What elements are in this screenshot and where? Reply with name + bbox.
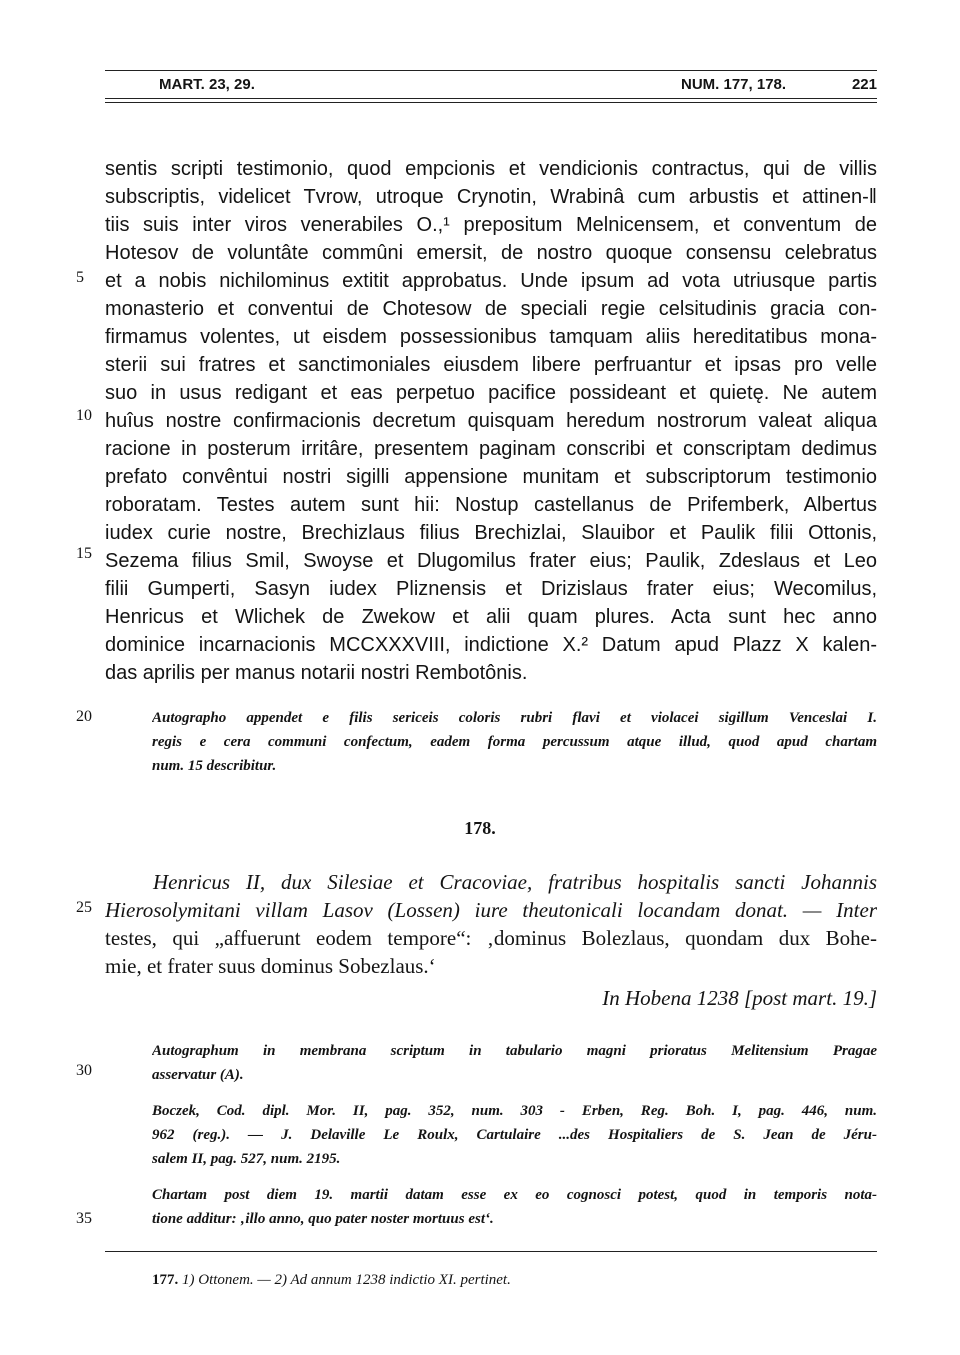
dating-note xyxy=(152,1183,877,1231)
text-line: prefato convêntui nostri sigilli appensione munitam et subscriptorum testimonio xyxy=(105,466,877,488)
charter-text xyxy=(105,155,877,687)
regest-line: testes, qui „affuerunt eodem tempore“: ‚dominus Bolezlaus, quondam dux Bohe- xyxy=(105,926,877,950)
page-number: 221 xyxy=(851,76,877,93)
note-line: salem II, pag. 527, num. 2195. xyxy=(152,1151,341,1167)
text-line: Hotesov de voluntâte commûni emersit, de nostro quoque consensu celebratus xyxy=(105,242,877,264)
editions-note xyxy=(152,1099,877,1171)
text-line: Henricus et Wlichek de Zwekow et alii quam plures. Acta sunt hec anno xyxy=(105,606,877,628)
regest xyxy=(105,868,877,980)
text-line: dominice incarnacionis MCCXXXVIII, indictione X.² Datum apud Plazz X kalen- xyxy=(105,634,877,656)
text-line: racione in posterum irritâre, presentem paginam conscribi et conscriptam dedimus xyxy=(105,438,877,460)
seal-note xyxy=(152,706,877,778)
header-date: MART. 23, 29. xyxy=(159,76,255,93)
footnote-text: 1) Ottonem. — 2) Ad annum 1238 indictio XI. pertinet. xyxy=(182,1272,511,1288)
note-line: Chartam post diem 19. martii datam esse ex eo cognosci potest, quod in temporis nota- xyxy=(152,1187,877,1203)
note-line: Boczek, Cod. dipl. Mor. II, pag. 352, num. 303 - Erben, Reg. Boh. I, pag. 446, num. xyxy=(152,1103,877,1119)
line-number: 15 xyxy=(76,545,92,562)
text-line: sterii sui fratres et sanctimoniales eiusdem libere perfruantur et ipsas pro velle xyxy=(105,354,877,376)
note-line: Autographo appendet e filis sericeis coloris rubri flavi et violacei sigillum Venceslai I. xyxy=(152,710,877,726)
line-number: 10 xyxy=(76,407,92,424)
header-doc-numbers: NUM. 177, 178. xyxy=(681,76,787,93)
autograph-note xyxy=(152,1039,877,1087)
note-line: Autographum in membrana scriptum in tabulario magni prioratus Melitensium Pragae xyxy=(152,1043,877,1059)
line-number: 35 xyxy=(76,1210,92,1227)
text-line: tiis suis inter viros venerabiles O.,¹ prepositum Melnicensem, et conventum de xyxy=(105,214,877,236)
text-line: et a nobis nichilominus extitit approbatus. Unde ipsum ad vota utriusque partis xyxy=(105,270,877,292)
text-line: monasterio et conventui de Chotesow de speciali regie celsitudinis gracia con- xyxy=(105,298,877,320)
note-line: asservatur (A). xyxy=(152,1067,244,1083)
footnote xyxy=(152,1272,511,1289)
text-line: suo in usus redigant et eas perpetuo pacifice possideant et quietę. Ne autem xyxy=(105,382,877,404)
line-number: 30 xyxy=(76,1062,92,1079)
regest-line: Henricus II, dux Silesiae et Cracoviae, fratribus hospitalis sancti Johannis xyxy=(153,870,877,894)
text-line: das aprilis per manus notarii nostri Rembotônis. xyxy=(105,662,528,684)
footnote-rule xyxy=(105,1251,877,1252)
text-line: subscriptis, videlicet Tvrow, utroque Crynotin, Wrabinâ cum arbustis et attinen-‖ xyxy=(105,186,877,208)
text-line: Sezema filius Smil, Swoyse et Dlugomilus frater eius; Paulik, Zdeslaus et Leo xyxy=(105,550,877,572)
text-line: iudex curie nostre, Brechizlaus filius Brechizlai, Slauibor et Paulik filii Ottonis, xyxy=(105,522,877,544)
line-number: 25 xyxy=(76,899,92,916)
regest-line: Hierosolymitani villam Lasov (Lossen) iure theutonicali locandam donat. — Inter xyxy=(105,898,877,922)
line-number: 20 xyxy=(76,708,92,725)
header-top-rule xyxy=(105,70,877,71)
regest-line: mie, et frater suus dominus Sobezlaus.‘ xyxy=(105,954,436,978)
document-number: 178. xyxy=(464,818,496,838)
text-line: firmamus volentes, ut eisdem possessionibus tamquam aliis hereditatibus mona- xyxy=(105,326,877,348)
text-line: filii Gumperti, Sasyn iudex Pliznensis et Drizislaus frater eius; Wecomilus, xyxy=(105,578,877,600)
line-number: 5 xyxy=(76,269,84,286)
dateline: In Hobena 1238 [post mart. 19.] xyxy=(602,986,877,1010)
note-line: regis e cera communi confectum, eadem forma percussum atque illud, quod apud chartam xyxy=(152,734,877,750)
footnote-ref: 177. xyxy=(152,1272,179,1288)
note-line: 962 (reg.). — J. Delaville Le Roulx, Cartulaire ...des Hospitaliers de S. Jean de Jéru- xyxy=(152,1127,877,1143)
text-line: roboratam. Testes autem sunt hii: Nostup castellanus de Prifemberk, Albertus xyxy=(105,494,877,516)
running-header xyxy=(105,76,877,98)
note-line: tione additur: ‚illo anno, quo pater noster mortuus est‘. xyxy=(152,1211,494,1227)
text-line: huîus nostre confirmacionis decretum quisquam heredum nostrorum valeat aliqua xyxy=(105,410,877,432)
note-line: num. 15 describitur. xyxy=(152,758,277,774)
text-line: sentis scripti testimonio, quod empcionis et vendicionis contractus, qui de villis xyxy=(105,158,877,180)
header-double-rule xyxy=(105,98,877,103)
